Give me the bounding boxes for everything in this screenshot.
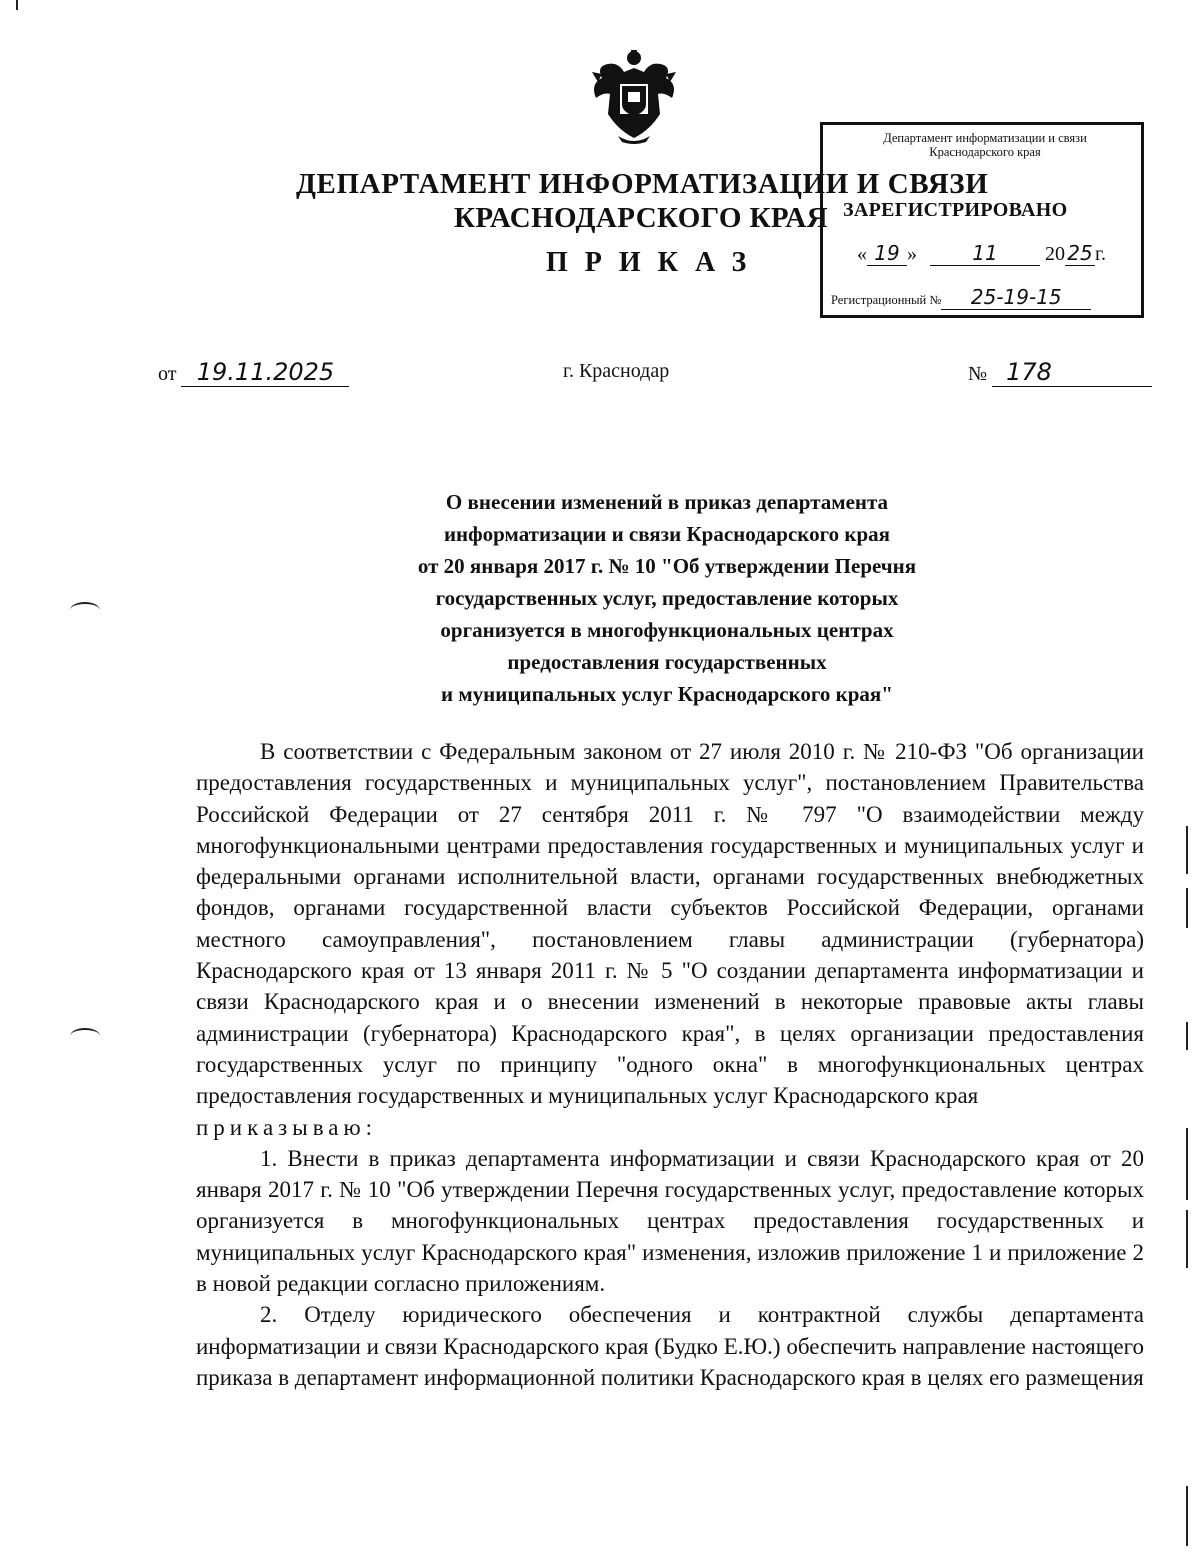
preamble-paragraph: В соответствии с Федеральным законом от 27 июля 2010 г. № 210-ФЗ "Об организации предоставления государственных и муниципальных услуг", постановлением Правительства Российской Федерации от 27 сентября 2011 г. № 797 "О взаимодействии между многофункциональными центрами предоставления государственных и муниципальных услуг и федеральными органами исполнительной власти, органами государственных внебюджетных фондов, органами государственной власти субъектов Российской Федерации, органами местного самоуправления", постановлением главы администрации (губернатора) Краснодарского края от 13 января 2011 г. № 5 "О создании департамента информатизации и связи Краснодарского края и о внесении изменений в некоторые правовые акты главы администрации (губернатора) Краснодарского края", в целях организации предоставления государственных услуг по принципу "одного окна" в многофункциональных центрах предоставления государственных и муниципальных услуг Краснодарского края <box>196 739 1144 1109</box>
order-city: г. Краснодар <box>563 360 670 382</box>
scan-edge-mark <box>16 0 18 10</box>
department-name: ДЕПАРТАМЕНТ ИНФОРМАТИЗАЦИИ И СВЯЗИ <box>296 168 989 200</box>
title-line: от 20 января 2017 г. № 10 "Об утверждении Перечня <box>417 554 917 578</box>
coat-of-arms-icon <box>588 48 680 146</box>
order-number: № 178 <box>968 358 1152 387</box>
order-item-2: 2. Отделу юридического обеспечения и контрактной службы департамента информатизации и связи Краснодарского края (Будко Е.Ю.) обеспечить направление настоящего приказа в департамент информационной политики Краснодарского края в целях его размещения <box>196 1302 1144 1390</box>
order-item-1: 1. Внести в приказ департамента информатизации и связи Краснодарского края от 20 января 2017 г. № 10 "Об утверждении Перечня государственных услуг, предоставление которых организуется в многофункциональных центрах предоставления государственных и муниципальных услуг Краснодарского края" изменения, изложив приложение 1 и приложение 2 в новой редакции согласно приложениям. <box>196 1145 1144 1297</box>
punch-hole-mark <box>70 602 100 618</box>
title-line: предоставления государственных <box>507 650 827 674</box>
order-title <box>300 486 1034 710</box>
scan-edge-mark <box>1186 888 1188 928</box>
scan-edge-mark <box>1186 1022 1188 1050</box>
stamp-organization: Департамент информатизации и связи Краснодарского края <box>883 131 1087 159</box>
title-line: информатизации и связи Краснодарского края <box>443 522 891 546</box>
order-word: приказываю: <box>196 1114 378 1140</box>
document-type: ПРИКАЗ <box>546 247 764 278</box>
scan-edge-mark <box>1186 826 1188 874</box>
punch-hole-mark <box>70 1028 100 1044</box>
title-line: организуется в многофункциональных центрах <box>440 618 894 642</box>
scan-edge-mark <box>1186 1210 1188 1268</box>
order-date: от 19.11.2025 <box>158 358 349 387</box>
stamp-month: 11 <box>930 241 1040 266</box>
scan-edge-mark <box>1186 1486 1188 1546</box>
department-region: КРАСНОДАРСКОГО КРАЯ <box>454 202 828 234</box>
scan-edge-mark <box>1186 1128 1188 1200</box>
stamp-reg-number-value: 25-19-15 <box>941 285 1091 310</box>
stamp-date: « 19 » 11 20 25 г. <box>857 241 1106 265</box>
stamp-registration-number: Регистрационный № 25-19-15 <box>831 285 1091 310</box>
order-number-value: 178 <box>992 358 1152 387</box>
title-line: О внесении изменений в приказ департамента <box>445 490 889 514</box>
order-date-value: 19.11.2025 <box>181 358 349 387</box>
title-line: государственных услуг, предоставление которых <box>435 586 899 610</box>
registration-stamp <box>820 122 1144 318</box>
stamp-year: 25 <box>1065 241 1095 266</box>
title-line: и муниципальных услуг Краснодарского края" <box>441 682 893 706</box>
order-body <box>196 736 1144 1393</box>
stamp-day: 19 <box>867 241 907 266</box>
stamp-registered-label: ЗАРЕГИСТРИРОВАНО <box>843 199 1068 221</box>
